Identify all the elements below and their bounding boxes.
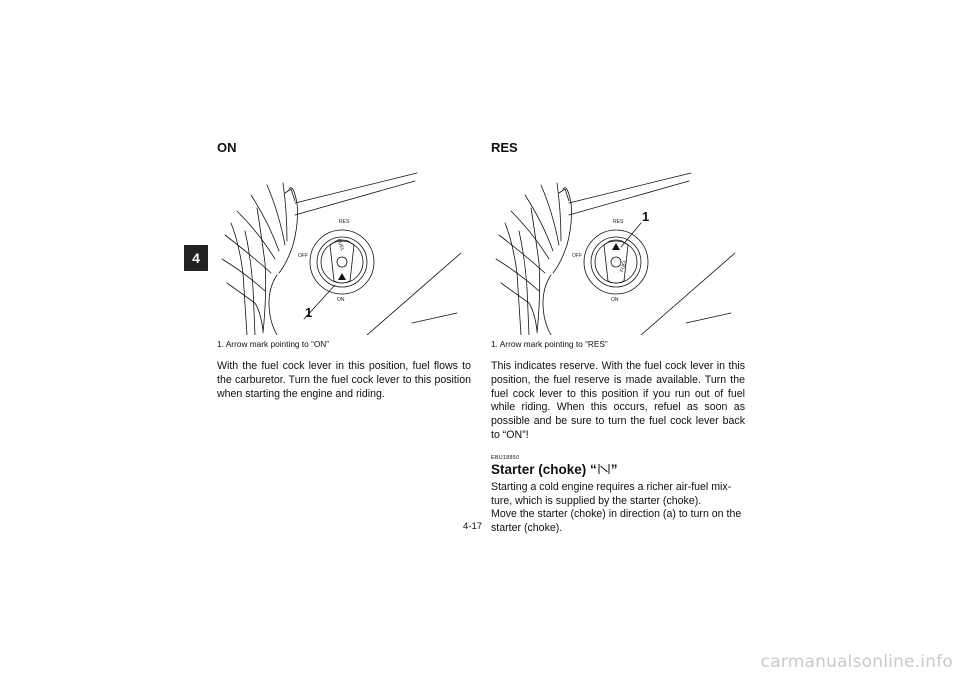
heading-text: Starter (choke) “ bbox=[491, 461, 597, 477]
res-position-label: RES bbox=[613, 219, 624, 225]
on-position-label: ON bbox=[611, 297, 619, 303]
body-paragraph: Starting a cold engine requires a richer air-fuel mix- ture, which is supplied by the starter (choke). bbox=[491, 480, 732, 507]
fuel-cock-res-drawing bbox=[491, 163, 745, 335]
fuel-lever-label: FUEL bbox=[619, 258, 630, 274]
off-position-label: OFF bbox=[572, 253, 582, 259]
right-section-heading: RES bbox=[491, 140, 518, 155]
off-position-label: OFF bbox=[298, 253, 308, 259]
left-section-heading: ON bbox=[217, 140, 237, 155]
choke-symbol-icon bbox=[597, 463, 611, 475]
on-position-label: ON bbox=[337, 297, 345, 303]
fuel-lever-label: FUEL bbox=[335, 238, 346, 253]
body-paragraph: This indicates reserve. With the fuel cock lever in this position, the fuel reserve is made available. Turn the fuel cock lever to this position if you run out of fuel while riding. When this occurs, refuel as soon as possible and be sure to turn the fuel cock lever back to “ON”! bbox=[491, 360, 745, 441]
res-position-label: RES bbox=[339, 219, 350, 225]
body-paragraph: Move the starter (choke) in direction (a) to turn on the starter (choke). bbox=[491, 508, 742, 535]
reference-code: EBU18850 bbox=[491, 454, 520, 461]
fuel-cock-res-illustration bbox=[491, 163, 745, 335]
page-number: 4-17 bbox=[463, 521, 483, 532]
chapter-tab: 4 bbox=[184, 245, 208, 271]
heading-close-quote: ” bbox=[610, 461, 618, 477]
fuel-cock-on-illustration bbox=[217, 163, 471, 335]
callout-number: 1 bbox=[642, 209, 650, 224]
figure-caption: 1. Arrow mark pointing to “ON” bbox=[217, 339, 330, 349]
body-paragraph: With the fuel cock lever in this position, fuel flows to the carburetor. Turn the fuel cock lever to this position when starting the engine and riding. bbox=[217, 360, 471, 400]
starter-choke-heading bbox=[491, 462, 745, 478]
watermark-text: carmanualsonline.info bbox=[760, 652, 953, 672]
left-column bbox=[217, 140, 471, 401]
callout-number: 1 bbox=[305, 305, 313, 320]
right-column bbox=[491, 140, 745, 536]
figure-caption: 1. Arrow mark pointing to “RES” bbox=[491, 339, 608, 349]
